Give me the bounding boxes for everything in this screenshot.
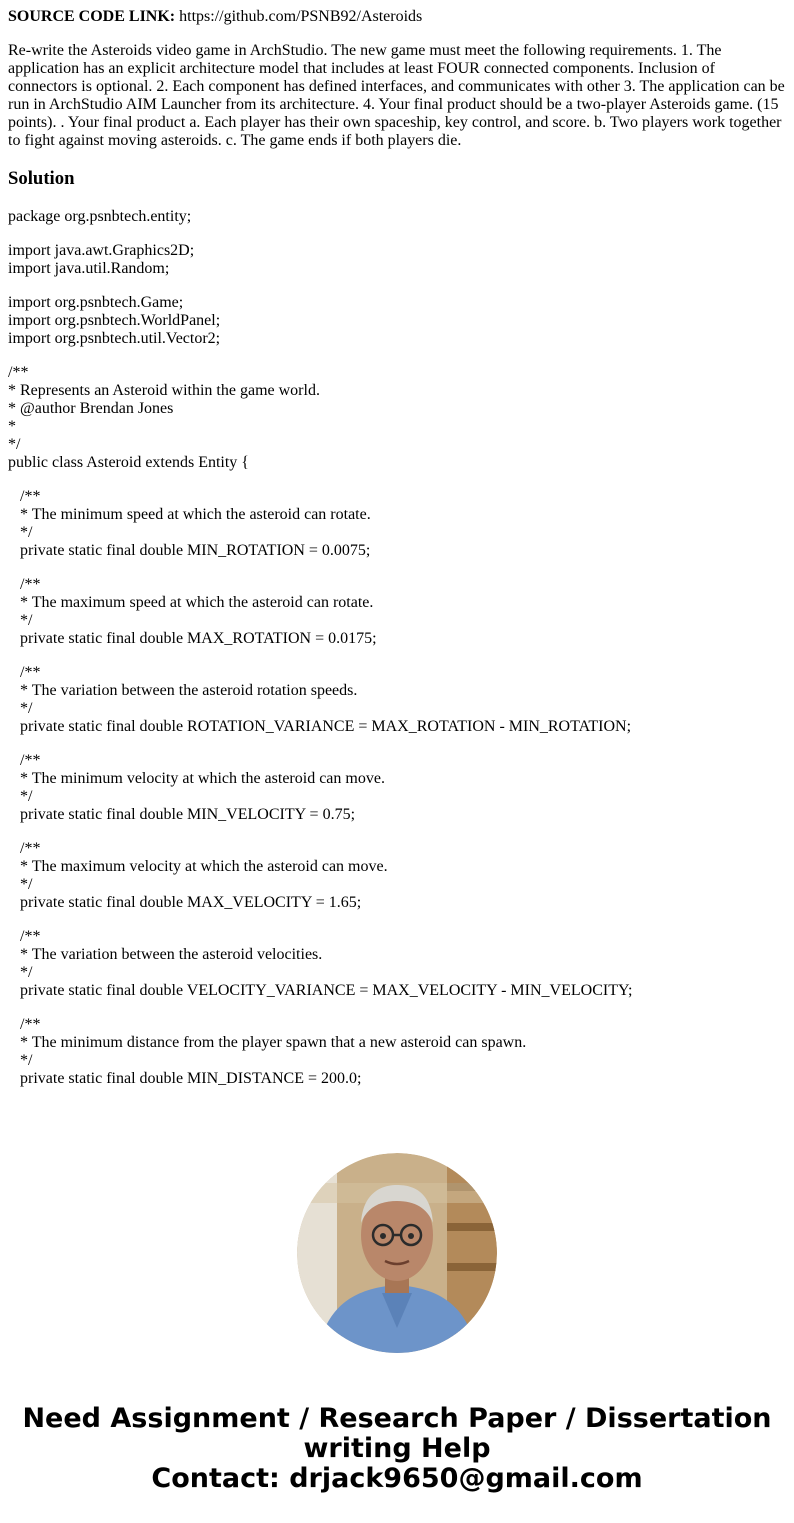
code-line: import java.util.Random;	[8, 260, 170, 277]
code-line: /**	[20, 752, 41, 769]
code-line: * The maximum velocity at which the asteroid can move.	[20, 858, 388, 875]
code-line: public class Asteroid extends Entity {	[8, 454, 249, 471]
code-line: private static final double ROTATION_VARIANCE = MAX_ROTATION - MIN_ROTATION;	[20, 718, 632, 735]
code-line: private static final double MAX_ROTATION = 0.0175;	[20, 630, 377, 647]
code-line: private static final double MIN_VELOCITY = 0.75;	[20, 806, 356, 823]
source-line	[8, 8, 786, 26]
code-line: /**	[20, 576, 41, 593]
code-line: * The variation between the asteroid rotation speeds.	[20, 682, 358, 699]
source-label: SOURCE CODE LINK:	[8, 8, 176, 25]
contact-line[interactable]: Contact: drjack9650@gmail.com	[151, 1463, 643, 1494]
field-block	[8, 840, 786, 912]
code-line: private static final double MAX_VELOCITY = 1.65;	[20, 894, 362, 911]
code-line: * The minimum velocity at which the asteroid can move.	[20, 770, 385, 787]
field-block	[8, 928, 786, 1000]
question-text: Re-write the Asteroids video game in ArchStudio. The new game must meet the following requirements. 1. The application has an explicit architecture model that includes at least FOUR connected components. Inclusion of connectors is optional. 2. Each component has defined interfaces, and communicates with other 3. The application can be run in ArchStudio AIM Launcher from its architecture. 4. Your final product should be a two-player Asteroids game. (15 points). . Your final product a. Each player has their own spaceship, key control, and score. b. Two players work together to fight against moving asteroids. c. The game ends if both players die.	[8, 42, 785, 149]
code-line: /**	[8, 364, 29, 381]
code-line: import java.awt.Graphics2D;	[8, 242, 195, 259]
code-line: import org.psnbtech.util.Vector2;	[8, 330, 221, 347]
code-line: import org.psnbtech.WorldPanel;	[8, 312, 221, 329]
code-line: */	[20, 524, 33, 541]
code-line: */	[20, 876, 33, 893]
code-line: /**	[20, 840, 41, 857]
code-line: */	[20, 1052, 33, 1069]
field-block	[8, 488, 786, 560]
code-line: * The minimum distance from the player spawn that a new asteroid can spawn.	[20, 1034, 527, 1051]
code-line: * The minimum speed at which the asteroid can rotate.	[20, 506, 371, 523]
field-block	[8, 752, 786, 824]
imports-block-2	[8, 294, 786, 348]
solution-heading: Solution	[8, 168, 75, 189]
imports-block-1	[8, 242, 786, 278]
code-line: /**	[20, 488, 41, 505]
promo-line-1: Need Assignment / Research Paper / Dissertation	[22, 1403, 772, 1434]
code-line: */	[20, 788, 33, 805]
code-line: * The maximum speed at which the asteroid can rotate.	[20, 594, 374, 611]
source-url[interactable]: https://github.com/PSNB92/Asteroids	[179, 8, 423, 25]
field-block	[8, 1016, 786, 1088]
field-block	[8, 576, 786, 648]
class-doc-block	[8, 364, 786, 472]
code-line: */	[20, 964, 33, 981]
portrait-photo	[297, 1153, 497, 1353]
code-line: *	[8, 418, 16, 435]
code-line: private static final double MIN_ROTATION = 0.0075;	[20, 542, 371, 559]
code-line: /**	[20, 1016, 41, 1033]
code-line: * @author Brendan Jones	[8, 400, 174, 417]
code-line: */	[8, 436, 21, 453]
code-line: * Represents an Asteroid within the game world.	[8, 382, 320, 399]
code-line: private static final double MIN_DISTANCE = 200.0;	[20, 1070, 362, 1087]
code-line: /**	[20, 928, 41, 945]
field-block	[8, 664, 786, 736]
code-line: */	[20, 612, 33, 629]
document-body	[8, 0, 786, 1104]
code-line: /**	[20, 664, 41, 681]
promo-footer	[0, 1404, 794, 1494]
code-line: package org.psnbtech.entity;	[8, 208, 192, 225]
code-line: */	[20, 700, 33, 717]
code-line: private static final double VELOCITY_VARIANCE = MAX_VELOCITY - MIN_VELOCITY;	[20, 982, 633, 999]
package-block	[8, 208, 786, 226]
code-line: * The variation between the asteroid velocities.	[20, 946, 323, 963]
promo-line-2: writing Help	[303, 1433, 491, 1464]
avatar	[297, 1153, 497, 1353]
code-line: import org.psnbtech.Game;	[8, 294, 184, 311]
